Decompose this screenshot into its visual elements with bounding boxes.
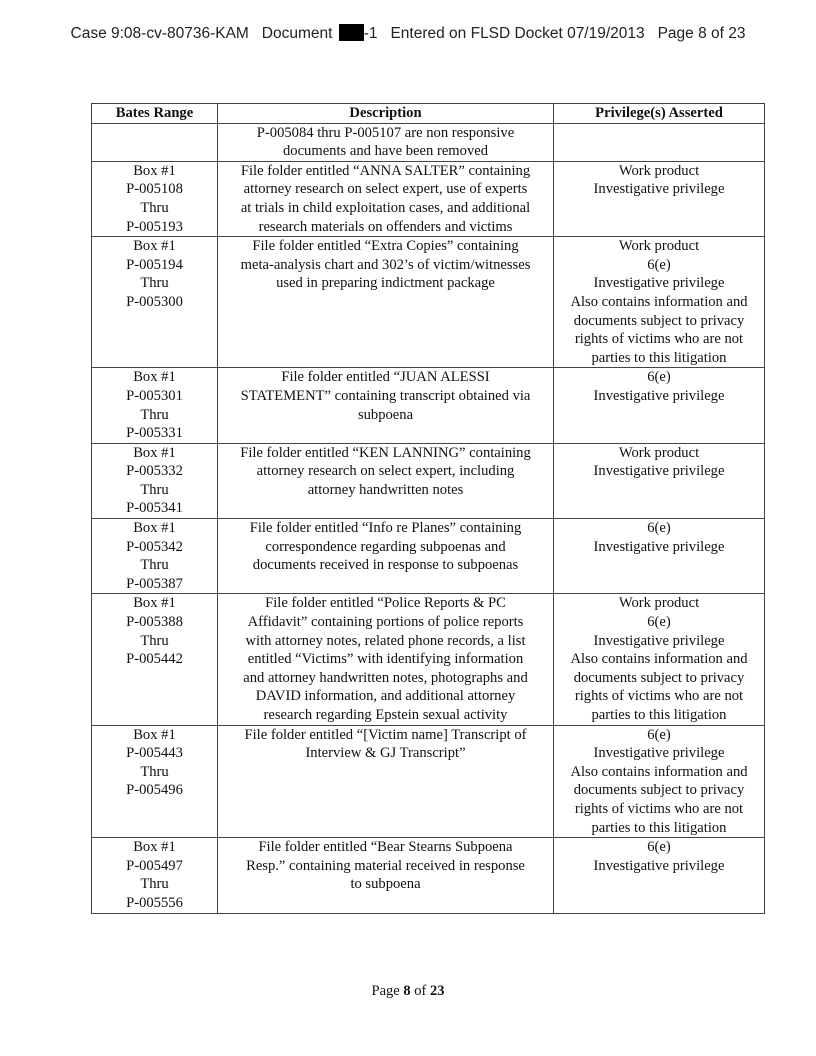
- bates-range-line: Box #1: [133, 444, 176, 461]
- privilege-line: parties to this litigation: [591, 707, 727, 723]
- privilege-line: Also contains information and: [570, 763, 748, 780]
- privilege-line: 6(e): [647, 839, 671, 856]
- column-header-description: Description: [218, 104, 554, 124]
- bates-range-line: P-005342: [126, 538, 183, 555]
- bates-range-cell: [92, 519, 218, 594]
- bates-range-line: Box #1: [133, 238, 176, 255]
- table-row: [92, 838, 765, 913]
- description-line: P-005084 thru P-005107 are non responsive: [256, 124, 515, 141]
- description-line: File folder entitled “KEN LANNING” containing: [240, 444, 531, 461]
- privilege-line: 6(e): [647, 726, 671, 743]
- description-line: documents received in response to subpoenas: [252, 557, 519, 574]
- bates-range-line: P-005341: [126, 500, 183, 517]
- privilege-cell: [554, 368, 765, 443]
- description-cell: [218, 368, 554, 443]
- privilege-line: Work product: [618, 238, 700, 255]
- privilege-line: parties to this litigation: [591, 819, 727, 836]
- table-row: [92, 161, 765, 236]
- privilege-line: Work product: [618, 162, 700, 179]
- privilege-line: 6(e): [647, 520, 671, 537]
- description-line: File folder entitled “Extra Copies” containing: [252, 238, 519, 255]
- footer-of: of: [414, 983, 427, 999]
- description-cell: [218, 237, 554, 368]
- description-line: used in preparing indictment package: [276, 275, 495, 292]
- privilege-line: documents subject to privacy: [573, 669, 745, 686]
- privilege-line: Work product: [618, 595, 700, 612]
- bates-range-line: Thru: [140, 876, 169, 893]
- privilege-cell: [554, 594, 765, 725]
- table-row: [92, 725, 765, 838]
- bates-range-line: P-005194: [126, 256, 183, 273]
- privilege-cell: [554, 237, 765, 368]
- bates-range-line: Box #1: [133, 595, 176, 612]
- description-line: File folder entitled “Police Reports & PC: [265, 595, 506, 612]
- privilege-line: 6(e): [647, 256, 671, 273]
- table-header-row: [92, 104, 765, 124]
- bates-range-cell: [92, 838, 218, 913]
- privilege-line: parties to this litigation: [591, 349, 727, 366]
- privilege-line: Investigative privilege: [593, 538, 725, 555]
- document-suffix: -1: [363, 25, 378, 42]
- footer-page-prefix: Page: [371, 983, 400, 999]
- description-line: with attorney notes, related phone records, a list: [245, 632, 526, 649]
- description-line: correspondence regarding subpoenas and: [265, 538, 506, 555]
- bates-range-line: P-005300: [126, 293, 183, 310]
- bates-range-line: P-005193: [126, 218, 183, 235]
- description-cell: [218, 838, 554, 913]
- bates-range-line: Box #1: [133, 520, 176, 537]
- bates-range-cell: [92, 123, 218, 161]
- privilege-line: 6(e): [647, 369, 671, 386]
- column-header-privilege: Privilege(s) Asserted: [554, 104, 765, 124]
- privilege-line: Work product: [618, 444, 700, 461]
- privilege-cell: [554, 161, 765, 236]
- description-line: meta-analysis chart and 302’s of victim/witnesses: [240, 256, 531, 273]
- privilege-cell: [554, 519, 765, 594]
- privilege-line: Investigative privilege: [593, 387, 725, 404]
- description-line: File folder entitled “ANNA SALTER” containing: [240, 162, 531, 179]
- bates-range-line: P-005332: [126, 463, 183, 480]
- table-row: [92, 237, 765, 368]
- privilege-line: rights of victims who are not: [574, 800, 744, 817]
- bates-range-line: P-005331: [126, 425, 183, 442]
- bates-range-line: P-005387: [126, 575, 183, 592]
- page-footer: [0, 983, 816, 1000]
- column-header-bates-range: Bates Range: [92, 104, 218, 124]
- bates-range-cell: [92, 237, 218, 368]
- bates-range-line: Box #1: [133, 369, 176, 386]
- docket-header: [0, 24, 816, 43]
- bates-range-line: Box #1: [133, 726, 176, 743]
- privilege-cell: [554, 838, 765, 913]
- table-body: [92, 123, 765, 913]
- privilege-line: Investigative privilege: [593, 745, 725, 762]
- footer-current-page: 8: [403, 983, 411, 999]
- bates-range-line: Box #1: [133, 839, 176, 856]
- redaction-block: [339, 24, 364, 41]
- privilege-line: Investigative privilege: [593, 632, 725, 649]
- description-line: attorney research on select expert, use of experts: [243, 181, 528, 198]
- privilege-line: Investigative privilege: [593, 857, 725, 874]
- description-line: File folder entitled “Info re Planes” containing: [249, 520, 522, 537]
- bates-range-line: P-005442: [126, 651, 183, 668]
- description-line: subpoena: [357, 406, 414, 423]
- description-line: research regarding Epstein sexual activity: [263, 707, 508, 723]
- bates-range-line: P-005443: [126, 745, 183, 762]
- description-cell: [218, 519, 554, 594]
- header-page-number: Page 8 of 23: [657, 25, 746, 42]
- description-cell: [218, 123, 554, 161]
- privilege-line: Also contains information and: [570, 651, 748, 668]
- description-line: entitled “Victims” with identifying information: [247, 651, 524, 668]
- description-line: attorney research on select expert, including: [256, 463, 515, 480]
- description-line: documents and have been removed: [282, 143, 489, 160]
- document-label: Document: [261, 25, 333, 42]
- bates-range-line: P-005388: [126, 614, 183, 631]
- privilege-line: Also contains information and: [570, 293, 748, 310]
- description-line: to subpoena: [350, 876, 421, 893]
- privilege-cell: [554, 443, 765, 518]
- privilege-line: Investigative privilege: [593, 275, 725, 292]
- privilege-log-table: [91, 103, 765, 914]
- bates-range-line: P-005556: [126, 894, 183, 911]
- table-row: [92, 368, 765, 443]
- bates-range-line: Box #1: [133, 162, 176, 179]
- privilege-line: rights of victims who are not: [574, 331, 744, 348]
- description-line: File folder entitled “Bear Stearns Subpoena: [258, 839, 513, 856]
- bates-range-line: Thru: [140, 632, 169, 649]
- bates-range-line: P-005497: [126, 857, 183, 874]
- bates-range-line: P-005301: [126, 387, 183, 404]
- bates-range-line: Thru: [140, 481, 169, 498]
- description-line: Affidavit” containing portions of police reports: [247, 614, 524, 631]
- bates-range-line: P-005496: [126, 782, 183, 799]
- description-cell: [218, 594, 554, 725]
- bates-range-cell: [92, 725, 218, 838]
- privilege-line: rights of victims who are not: [574, 688, 744, 705]
- bates-range-line: Thru: [140, 557, 169, 574]
- description-line: and attorney handwritten notes, photographs and: [243, 669, 528, 686]
- privilege-line: documents subject to privacy: [573, 782, 745, 799]
- bates-range-line: Thru: [140, 763, 169, 780]
- bates-range-line: Thru: [140, 275, 169, 292]
- bates-range-line: P-005108: [126, 181, 183, 198]
- bates-range-cell: [92, 443, 218, 518]
- description-line: Resp.” containing material received in response: [246, 857, 525, 874]
- description-cell: [218, 443, 554, 518]
- privilege-line: documents subject to privacy: [573, 312, 745, 329]
- footer-total-pages: 23: [429, 983, 445, 999]
- privilege-cell: [554, 123, 765, 161]
- description-line: attorney handwritten notes: [307, 481, 464, 498]
- table-row: [92, 594, 765, 725]
- docket-entry-date: Entered on FLSD Docket 07/19/2013: [390, 25, 645, 42]
- bates-range-line: Thru: [140, 199, 169, 216]
- bates-range-line: Thru: [140, 406, 169, 423]
- description-line: File folder entitled “[Victim name] Transcript of: [244, 726, 527, 743]
- description-cell: [218, 725, 554, 838]
- privilege-line: Investigative privilege: [593, 463, 725, 480]
- table-row: [92, 519, 765, 594]
- table-row: [92, 443, 765, 518]
- bates-range-cell: [92, 594, 218, 725]
- description-line: Interview & GJ Transcript”: [305, 745, 466, 762]
- table-row: [92, 123, 765, 161]
- bates-range-cell: [92, 161, 218, 236]
- privilege-cell: [554, 725, 765, 838]
- privilege-line: 6(e): [647, 614, 671, 631]
- description-line: DAVID information, and additional attorney: [255, 688, 516, 705]
- description-line: STATEMENT” containing transcript obtained via: [240, 387, 531, 404]
- bates-range-cell: [92, 368, 218, 443]
- description-cell: [218, 161, 554, 236]
- description-line: research materials on offenders and victims: [258, 218, 513, 235]
- description-line: at trials in child exploitation cases, and additional: [240, 199, 531, 216]
- privilege-line: Investigative privilege: [593, 181, 725, 198]
- case-number: Case 9:08-cv-80736-KAM: [70, 25, 249, 42]
- description-line: File folder entitled “JUAN ALESSI: [281, 369, 490, 386]
